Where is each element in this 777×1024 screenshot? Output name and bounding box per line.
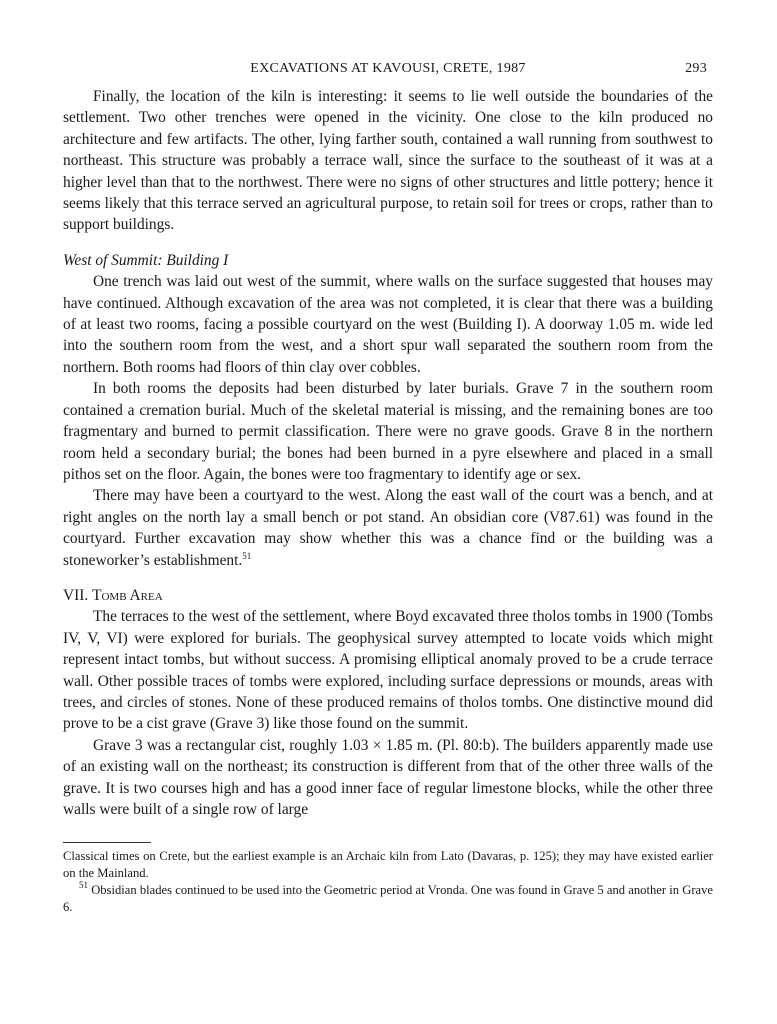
footnote-51-text: Obsidian blades continued to be used into the Geometric period at Vronda. One was found in Grave 5 and another in Grave 6.: [63, 883, 713, 915]
paragraph-terraces: The terraces to the west of the settlement, where Boyd excavated three tholos tombs in 1900 (Tombs IV, V, VI) were explored for burials. The geophysical survey attempted to locate voids which might represent intact tombs, but without success. A promising elliptical anomaly proved to be a crude terrace wall. Other possible traces of tombs were explored, including surface depressions or mounds, areas with trees, and circles of stones. None of these produced remains of tholos tombs. One distinctive mound did prove to be a cist grave (Grave 3) like those found on the summit.: [63, 608, 713, 733]
footnote-50-continued: Classical times on Crete, but the earliest example is an Archaic kiln from Lato (Davaras, p. 125); they may have existed earlier on the Mainland.: [63, 849, 713, 881]
section-title: Tomb Area: [92, 586, 163, 604]
paragraph-trench: One trench was laid out west of the summit, where walls on the surface suggested that houses may have continued. Although excavation of the area was not completed, it is clear that there was a building of at least two rooms, facing a possible courtyard on the west (Building I). A doorway 1.05 m. wide led into the southern room from the west, and a short spur wall separated the southern room from the northern. Both rooms had floors of thin clay over cobbles.: [63, 273, 713, 376]
paragraph-courtyard-text: There may have been a courtyard to the west. Along the east wall of the court was a bench, and at right angles on the north lay a small bench or pot stand. An obsidian core (V87.61) was found in the courtyard. Further excavation may show whether this was a chance find or the building was a stoneworker’s establishment.: [63, 487, 713, 569]
running-head: [63, 58, 713, 82]
subheading-building-i: West of Summit: Building I: [63, 251, 229, 269]
paragraph-grave-3: Grave 3 was a rectangular cist, roughly 1.03 × 1.85 m. (Pl. 80:b). The builders apparently made use of an existing wall on the northeast; its construction is different from that of the other three walls of the grave. It is two courses high and has a good inner face of regular limestone blocks, while the other three walls were built of a single row of large: [63, 736, 713, 818]
section-heading-tomb-area: [63, 585, 713, 606]
footnote-rule: [63, 842, 151, 843]
paragraph-kiln: Finally, the location of the kiln is interesting: it seems to lie well outside the boundaries of the settlement. Two other trenches were opened in the vicinity. One close to the kiln produced no architecture and few artifacts. The other, lying farther south, contained a wall running from southwest to northeast. This structure was probably a terrace wall, since the surface to the southeast of it was at a higher level than that to the northwest. There were no signs of other structures and little pottery; hence it seems likely that this terrace served an agricultural purpose, to retain soil for trees or crops, rather than to support buildings.: [63, 88, 713, 234]
footnote-51-number: 51: [79, 880, 88, 891]
footnote-ref-51: 51: [242, 550, 252, 561]
page: [63, 58, 713, 916]
page-number: 293: [685, 61, 707, 76]
paragraph-graves: In both rooms the deposits had been disturbed by later burials. Grave 7 in the southern room contained a cremation burial. Much of the skeletal material is missing, and the remaining bones are too fragmentary and burned to permit classification. There were no grave goods. Grave 8 in the northern room held a secondary burial; the bones had been burned in a pyre elsewhere and placed in a small pithos set on the floor. Again, the bones were too fragmentary to identify age or sex.: [63, 380, 713, 483]
paragraph-courtyard: [63, 485, 713, 571]
running-title: EXCAVATIONS AT KAVOUSI, CRETE, 1987: [250, 61, 526, 76]
footnote-51: [63, 882, 713, 916]
footnotes: [63, 848, 713, 916]
section-number: VII.: [63, 586, 89, 604]
